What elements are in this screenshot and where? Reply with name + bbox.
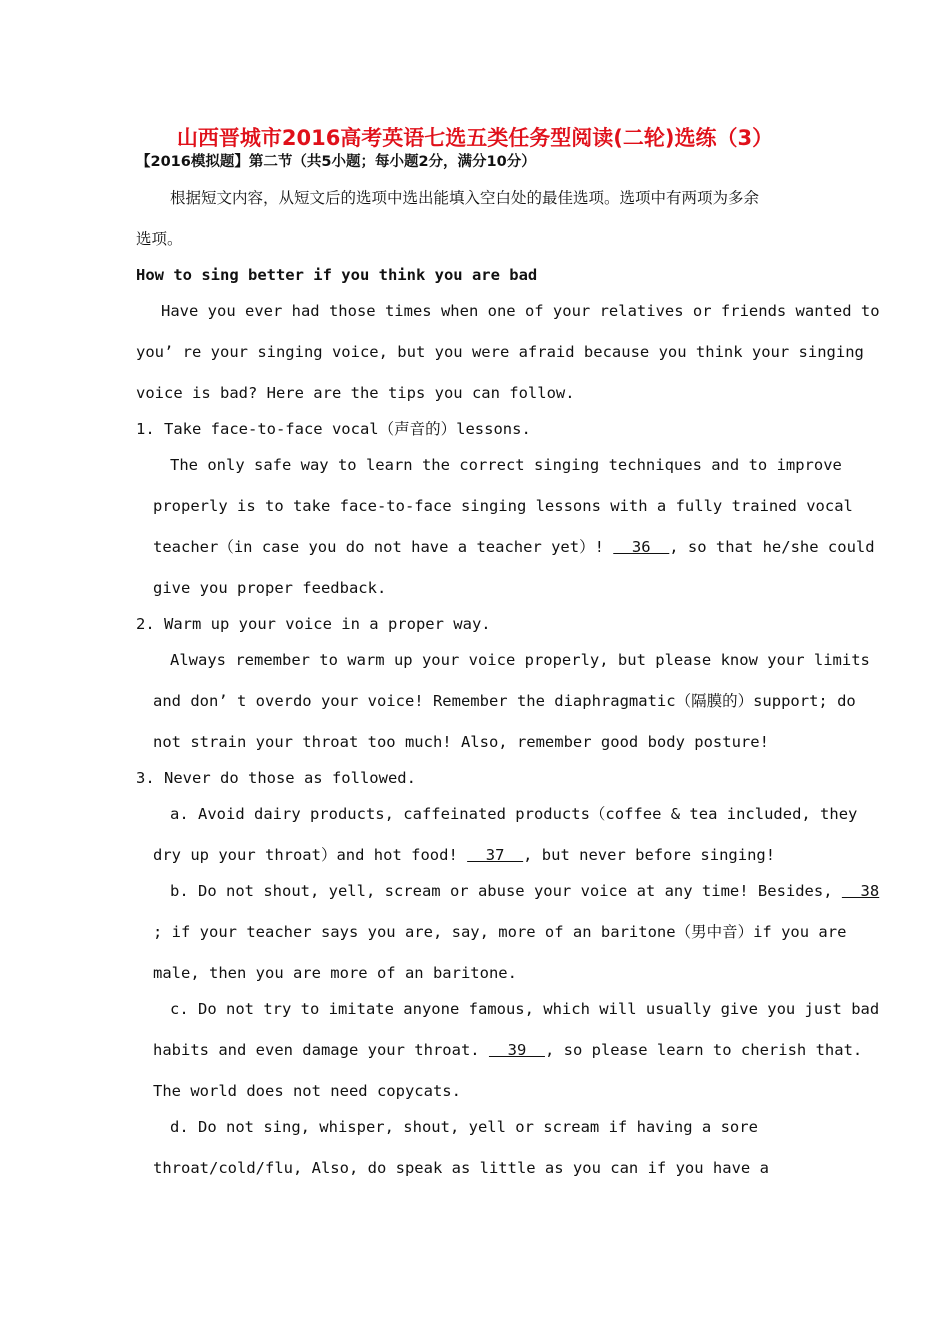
tip-2-line-3: not strain your throat too much! Also, remember good body posture! bbox=[153, 733, 769, 751]
tip-3c-line-2 bbox=[153, 1040, 862, 1060]
instructions-line-1: 根据短文内容，从短文后的选项中选出能填入空白处的最佳选项。选项中有两项为多余 bbox=[170, 189, 760, 207]
tip-3d-line-2: throat/cold/flu, Also, do speak as little as you can if you have a bbox=[153, 1159, 769, 1177]
tip-1-line-3-end: , so that he/she could bbox=[669, 538, 875, 556]
tip-2-line-1: Always remember to warm up your voice properly, but please know your limits bbox=[170, 651, 870, 669]
intro-line-2: you’ re your singing voice, but you were afraid because you think your singing bbox=[136, 343, 864, 361]
tip-3b-line-1-start: b. Do not shout, yell, scream or abuse your voice at any time! Besides, bbox=[170, 882, 842, 900]
tip-1-line-3 bbox=[153, 537, 875, 557]
intro-line-3: voice is bad? Here are the tips you can follow. bbox=[136, 384, 575, 402]
blank-37: 37 bbox=[467, 846, 524, 864]
tip-3-heading: 3. Never do those as followed. bbox=[136, 769, 416, 787]
passage-title: How to sing better if you think you are bad bbox=[136, 266, 538, 284]
tip-1-line-2: properly is to take face-to-face singing lessons with a fully trained vocal bbox=[153, 497, 853, 515]
tip-2-line-2: and don’ t overdo your voice! Remember the diaphragmatic（隔膜的）support; do bbox=[153, 692, 856, 710]
tip-1-line-1: The only safe way to learn the correct singing techniques and to improve bbox=[170, 456, 842, 474]
tip-3c-line-1: c. Do not try to imitate anyone famous, which will usually give you just bad bbox=[170, 1000, 880, 1018]
tip-3a-line-2 bbox=[153, 845, 775, 865]
tip-3b-line-3: male, then you are more of an baritone. bbox=[153, 964, 517, 982]
tip-3a-line-2-end: , but never before singing! bbox=[523, 846, 776, 864]
tip-3a-line-1: a. Avoid dairy products, caffeinated products（coffee & tea included, they bbox=[170, 805, 858, 823]
tip-3d-line-1: d. Do not sing, whisper, shout, yell or scream if having a sore bbox=[170, 1118, 758, 1136]
instructions-line-2: 选项。 bbox=[136, 230, 183, 248]
blank-38: 38 bbox=[841, 882, 880, 900]
tip-1-line-3-start: teacher（in case you do not have a teacher yet）! bbox=[153, 538, 614, 556]
tip-3b-line-2: ; if your teacher says you are, say, more of an baritone（男中音）if you are bbox=[153, 923, 847, 941]
blank-36: 36 bbox=[613, 538, 670, 556]
page-title: 山西晋城市2016高考英语七选五类任务型阅读(二轮)选练（3） bbox=[176, 126, 774, 150]
section-subtitle: 【2016模拟题】第二节（共5小题；每小题2分，满分10分） bbox=[136, 154, 536, 170]
tip-3c-line-2-start: habits and even damage your throat. bbox=[153, 1041, 489, 1059]
tip-2-heading: 2. Warm up your voice in a proper way. bbox=[136, 615, 491, 633]
tip-3c-line-3: The world does not need copycats. bbox=[153, 1082, 461, 1100]
intro-line-1: Have you ever had those times when one of your relatives or friends wanted to bbox=[161, 302, 880, 320]
blank-39: 39 bbox=[488, 1041, 545, 1059]
tip-3a-line-2-start: dry up your throat）and hot food! bbox=[153, 846, 468, 864]
tip-3b-line-1 bbox=[170, 881, 879, 901]
tip-1-line-4: give you proper feedback. bbox=[153, 579, 387, 597]
tip-1-heading: 1. Take face-to-face vocal（声音的）lessons. bbox=[136, 420, 531, 438]
tip-3c-line-2-end: , so please learn to cherish that. bbox=[544, 1041, 863, 1059]
